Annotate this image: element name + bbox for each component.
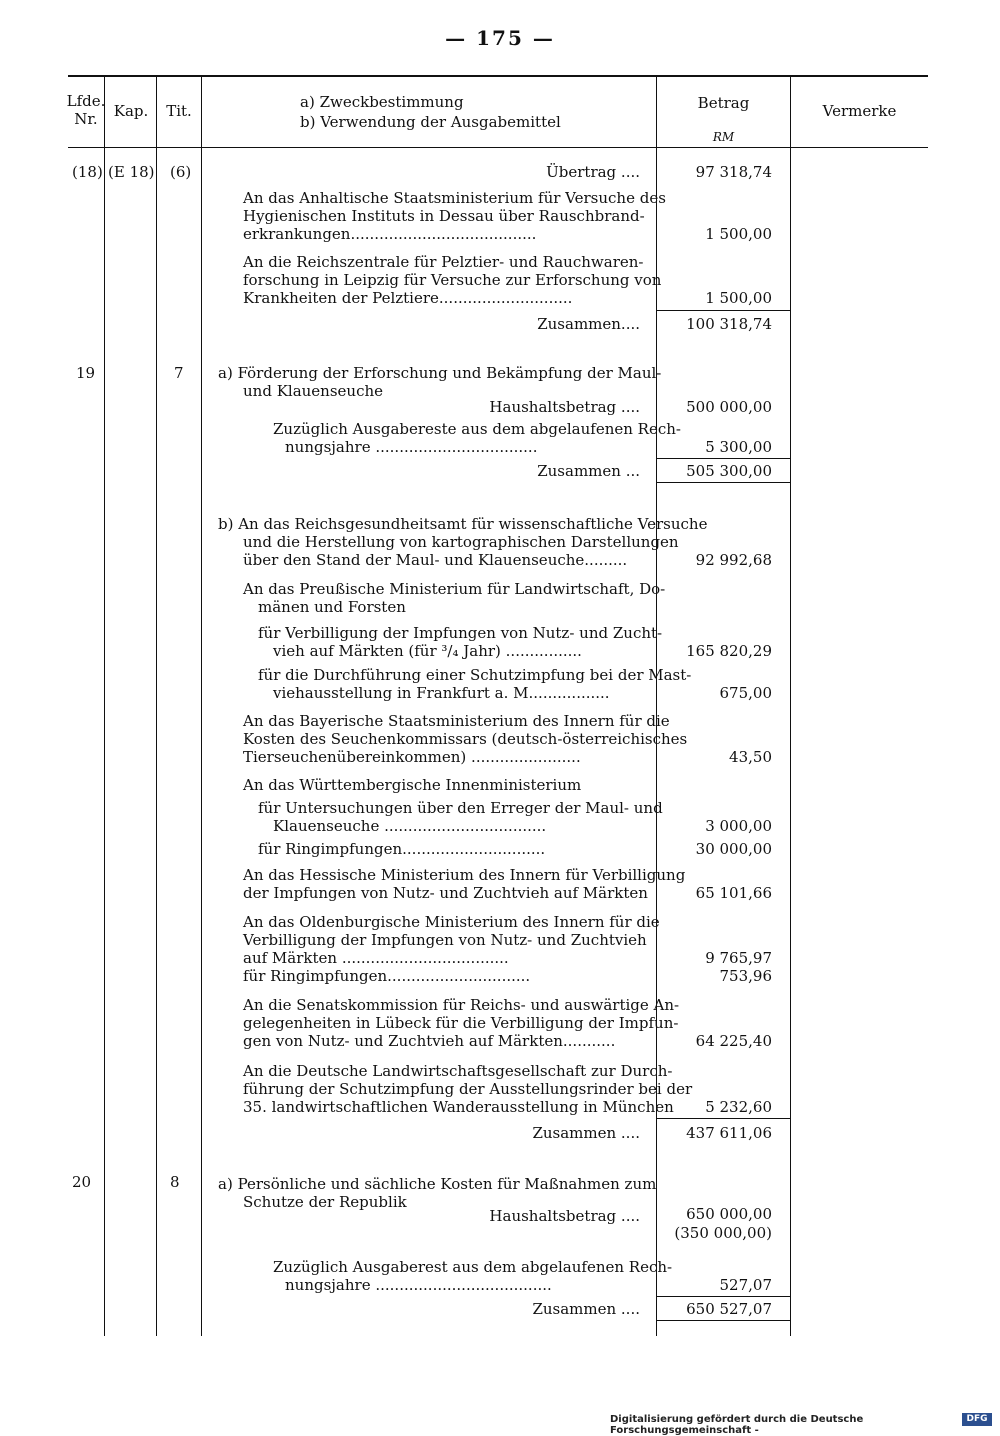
anhalt-value: 1 500,00 (705, 225, 772, 243)
zusammen-19b-value: 437 611,06 (686, 1124, 772, 1142)
haushaltsbetrag-20-value: 650 000,00 (686, 1205, 772, 1223)
sum-rule-20-bottom (656, 1320, 790, 1321)
bayern-line-3: Tierseuchenübereinkommen) ....................... (243, 748, 581, 766)
senat-line-2: gelegenheiten in Lübeck für die Verbilligung der Impfun- (243, 1014, 679, 1032)
header-vermerke: Vermerke (822, 102, 897, 120)
zusammen-18-label: Zusammen.... (537, 315, 640, 333)
dlg-value: 5 232,60 (705, 1098, 772, 1116)
haushaltsbetrag-20-prev-value: (350 000,00) (674, 1224, 772, 1242)
reichszentrale-line-2: forschung in Leipzig für Versuche zur Erforschung von (243, 271, 662, 289)
zusammen-19a-label: Zusammen ... (537, 462, 640, 480)
dlg-line-2: führung der Schutzimpfung der Ausstellungsrinder bei der (243, 1080, 693, 1098)
row20a-line-1: a) Persönliche und sächliche Kosten für Maßnahmen zum (218, 1175, 657, 1193)
oldenburg-value-2: 753,96 (719, 967, 772, 985)
uebertrag-value: 97 318,74 (695, 163, 772, 181)
zusammen-18-value: 100 318,74 (686, 315, 772, 333)
header-zweckbestimmung: a) Zweckbestimmung (300, 93, 464, 111)
anhalt-line-2: Hygienischen Instituts in Dessau über Rauschbrand- (243, 207, 645, 225)
col-divider-zweck (656, 76, 657, 1336)
oldenburg-line-4: für Ringimpfungen.............................. (243, 967, 531, 985)
col-divider-tit (201, 76, 202, 1336)
anhalt-line-3: erkrankungen....................................... (243, 225, 537, 243)
header-nr: Nr. (74, 110, 98, 128)
zuzueglich-19-value: 5 300,00 (705, 438, 772, 456)
page-number: — 175 — (445, 26, 555, 50)
preussen-a-line-1: für Verbilligung der Impfungen von Nutz- und Zucht- (258, 624, 663, 642)
preussen-line-1: An das Preußische Ministerium für Landwirtschaft, Do- (243, 580, 666, 598)
senat-line-1: An die Senatskommission für Reichs- und auswärtige An- (243, 996, 680, 1014)
preussen-b-line-2: viehausstellung in Frankfurt a. M................. (273, 684, 610, 702)
preussen-b-line-1: für die Durchführung einer Schutzimpfung bei der Mast- (258, 666, 692, 684)
senat-line-3: gen von Nutz- und Zuchtvieh auf Märkten........... (243, 1032, 616, 1050)
zuzueglich-20-value: 527,07 (719, 1276, 772, 1294)
header-tit: Tit. (166, 102, 192, 120)
sum-rule-18 (656, 310, 790, 311)
header-lfde-nr (66, 92, 106, 128)
preussen-b-value: 675,00 (719, 684, 772, 702)
haushaltsbetrag-19-value: 500 000,00 (686, 398, 772, 416)
hessen-line-2: der Impfungen von Nutz- und Zuchtvieh auf Märkten (243, 884, 648, 902)
hessen-line-1: An das Hessische Ministerium des Innern für Verbilligung (243, 866, 686, 884)
haushaltsbetrag-19-label: Haushaltsbetrag .... (489, 398, 640, 416)
haushaltsbetrag-20-label: Haushaltsbetrag .... (489, 1207, 640, 1225)
footer-credit: Digitalisierung gefördert durch die Deutsche Forschungsgemeinschaft - (610, 1414, 864, 1436)
oldenburg-line-1: An das Oldenburgische Ministerium des Innern für die (243, 913, 660, 931)
row19b-line-3: über den Stand der Maul- und Klauenseuche......... (243, 551, 628, 569)
bayern-line-1: An das Bayerische Staatsministerium des Innern für die (243, 712, 670, 730)
reichszentrale-line-1: An die Reichszentrale für Pelztier- und Rauchwaren- (243, 253, 644, 271)
header-kap: Kap. (113, 102, 149, 120)
row18-kap: (E 18) (108, 163, 155, 181)
anhalt-line-1: An das Anhaltische Staatsministerium für Versuche des (243, 189, 666, 207)
wuerttemberg-a-line-2: Klauenseuche .................................. (273, 817, 547, 835)
sum-rule-20-top (656, 1296, 790, 1297)
row19b-line-2: und die Herstellung von kartographischen Darstellungen (243, 533, 679, 551)
hessen-value: 65 101,66 (695, 884, 772, 902)
row20-lfde: 20 (72, 1173, 92, 1191)
zuzueglich-19-line-1: Zuzüglich Ausgabereste aus dem abgelaufenen Rech- (273, 420, 681, 438)
reichszentrale-value: 1 500,00 (705, 289, 772, 307)
row19a-line-2: und Klauenseuche (243, 382, 384, 400)
wuerttemberg-b-value: 30 000,00 (695, 840, 772, 858)
row19-tit: 7 (174, 364, 184, 382)
dlg-line-3: 35. landwirtschaftlichen Wanderausstellung in München (243, 1098, 674, 1116)
header-lfde: Lfde. (66, 92, 106, 110)
row18-lfde: (18) (72, 163, 103, 181)
row19b-line-1: b) An das Reichsgesundheitsamt für wissenschaftliche Versuche (218, 515, 708, 533)
header-betrag: Betrag (697, 94, 750, 112)
zusammen-20-value: 650 527,07 (686, 1300, 772, 1318)
col-divider-lfde (104, 76, 105, 1336)
col-divider-betrag (790, 76, 791, 1336)
row20-tit: 8 (170, 1173, 180, 1191)
zusammen-19b-label: Zusammen .... (532, 1124, 640, 1142)
header-betrag-unit: RM (712, 130, 735, 144)
preussen-line-2: mänen und Forsten (258, 598, 406, 616)
wuerttemberg-a-line-1: für Untersuchungen über den Erreger der Maul- und (258, 799, 663, 817)
preussen-a-value: 165 820,29 (686, 642, 772, 660)
wuerttemberg-a-value: 3 000,00 (705, 817, 772, 835)
oldenburg-line-2: Verbilligung der Impfungen von Nutz- und Zuchtvieh (243, 931, 647, 949)
preussen-a-line-2: vieh auf Märkten (für ³/₄ Jahr) ................ (273, 642, 582, 660)
senat-value: 64 225,40 (695, 1032, 772, 1050)
sum-rule-19a-bottom (656, 482, 790, 483)
zuzueglich-19-line-2: nungsjahre .................................. (285, 438, 538, 456)
bayern-line-2: Kosten des Seuchenkommissars (deutsch-österreichisches (243, 730, 688, 748)
bayern-value: 43,50 (729, 748, 772, 766)
zuzueglich-20-line-2: nungsjahre ..................................... (285, 1276, 552, 1294)
wuerttemberg-line-1: An das Württembergische Innenministerium (243, 776, 582, 794)
reichszentrale-line-3: Krankheiten der Pelztiere............................ (243, 289, 573, 307)
row19b-value: 92 992,68 (695, 551, 772, 569)
zuzueglich-20-line-1: Zuzüglich Ausgaberest aus dem abgelaufenen Rech- (273, 1258, 673, 1276)
row19-lfde: 19 (76, 364, 96, 382)
sum-rule-19b (656, 1118, 790, 1119)
dlg-line-1: An die Deutsche Landwirtschaftsgesellschaft zur Durch- (243, 1062, 673, 1080)
uebertrag-label: Übertrag .... (546, 163, 640, 181)
oldenburg-value-1: 9 765,97 (705, 949, 772, 967)
header-verwendung: b) Verwendung der Ausgabemittel (300, 113, 561, 131)
wuerttemberg-b-line-1: für Ringimpfungen.............................. (258, 840, 546, 858)
zusammen-19a-value: 505 300,00 (686, 462, 772, 480)
sum-rule-19a-top (656, 458, 790, 459)
col-divider-kap (156, 76, 157, 1336)
header-bottom-rule (68, 147, 928, 148)
row20a-line-2: Schutze der Republik (243, 1193, 407, 1211)
zusammen-20-label: Zusammen .... (532, 1300, 640, 1318)
table-top-rule (68, 75, 928, 77)
oldenburg-line-3: auf Märkten ................................... (243, 949, 509, 967)
row19a-line-1: a) Förderung der Erforschung und Bekämpfung der Maul- (218, 364, 662, 382)
row18-tit: (6) (170, 163, 192, 181)
dfg-logo: DFG (962, 1413, 992, 1426)
